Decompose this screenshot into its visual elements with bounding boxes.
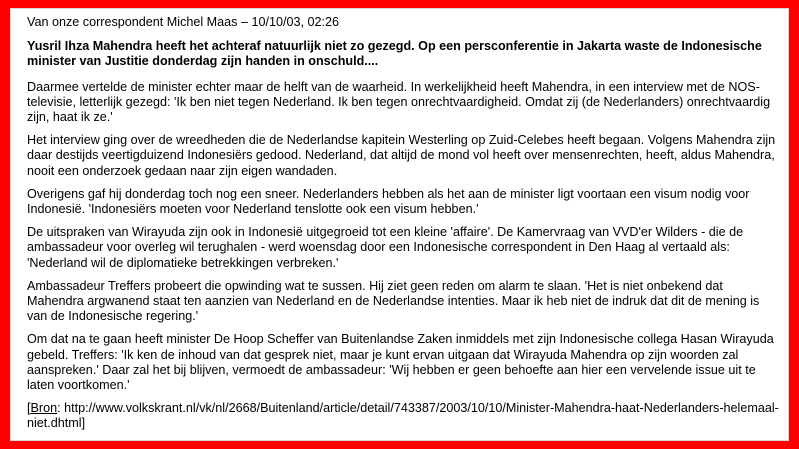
paragraph-3: Overigens gaf hij donderdag toch nog een sneer. Nederlanders hebben als het aan de minister ligt voortaan een visum nodig voor Indonesië. 'Indonesiërs moeten voor Nederland tenslotte ook een visum hebben.' — [27, 186, 750, 217]
source-line — [27, 401, 783, 431]
article-body — [27, 15, 783, 432]
source-link[interactable]: Bron — [30, 401, 58, 416]
source-url: : http://www.volkskrant.nl/vk/nl/2668/Buitenland/article/detail/743387/2003/10/10/Minister-Mahendra-haat-Nederlanders-helemaal-niet.dhtml] — [27, 401, 779, 431]
lead-paragraph: Yusril Ihza Mahendra heeft het achteraf natuurlijk niet zo gezegd. Op een persconferentie in Jakarta waste de Indonesische minister van Justitie donderdag zijn handen in onschuld.... — [27, 39, 762, 69]
byline: Van onze correspondent Michel Maas – 10/10/03, 02:26 — [27, 15, 340, 29]
paragraph-2: Het interview ging over de wreedheden die de Nederlandse kapitein Westerling op Zuid-Celebes heeft begaan. Volgens Mahendra zijn daar destijds veertigduizend Indonesiërs gedood. Nederland, dat altijd de mond vol heeft over mensenrechten, heeft, aldus Mahendra, nooit een onderzoek gedaan naar zijn eigen wandaden. — [27, 133, 776, 178]
paragraph-1: Daarmee vertelde de minister echter maar de helft van de waarheid. In werkelijkheid heeft Mahendra, in een interview met de NOS-televisie, letterlijk gezegd: 'Ik ben niet tegen Nederland. Ik ben tegen onrechtvaardigheid. Omdat zij (de Nederlanders) onrechtvaardig zijn, haat ik ze.' — [27, 79, 771, 125]
article-card — [10, 8, 789, 441]
paragraph-4: De uitspraken van Wirayuda zijn ook in Indonesië uitgegroeid tot een kleine 'affaire'. De Kamervraag van VVD'er Wilders - die de ambassadeur voor overleg wil terughalen - werd woensdag door een Indonesische correspondent in Den Haag al vertaald als: 'Nederland wil de diplomatieke betrekkingen verbreken.' — [27, 225, 744, 270]
paragraph-6: Om dat na te gaan heeft minister De Hoop Scheffer van Buitenlandse Zaken inmiddels met zijn Indonesische collega Hasan Wirayuda gebeld. Treffers: 'Ik ken de inhoud van dat gesprek niet, maar je kunt ervan uitgaan dat Wirayuda Mahendra op zijn woorden zal aanspreken.' Daar zal het bij blijven, vermoedt de ambassadeur: 'Wij hebben er geen behoefte aan hier een vervelende issue uit te laten voortkomen.' — [27, 332, 774, 393]
paragraph-5: Ambassadeur Treffers probeert die opwinding wat te sussen. Hij ziet geen reden om alarm te slaan. 'Het is niet onbekend dat Mahendra argwanend staat ten aanzien van Nederland en de Nederlandse intenties. Maar ik heb niet de indruk dat dit de mening is van de Indonesische regering.' — [27, 278, 760, 324]
source-open-bracket: [ — [27, 401, 31, 416]
